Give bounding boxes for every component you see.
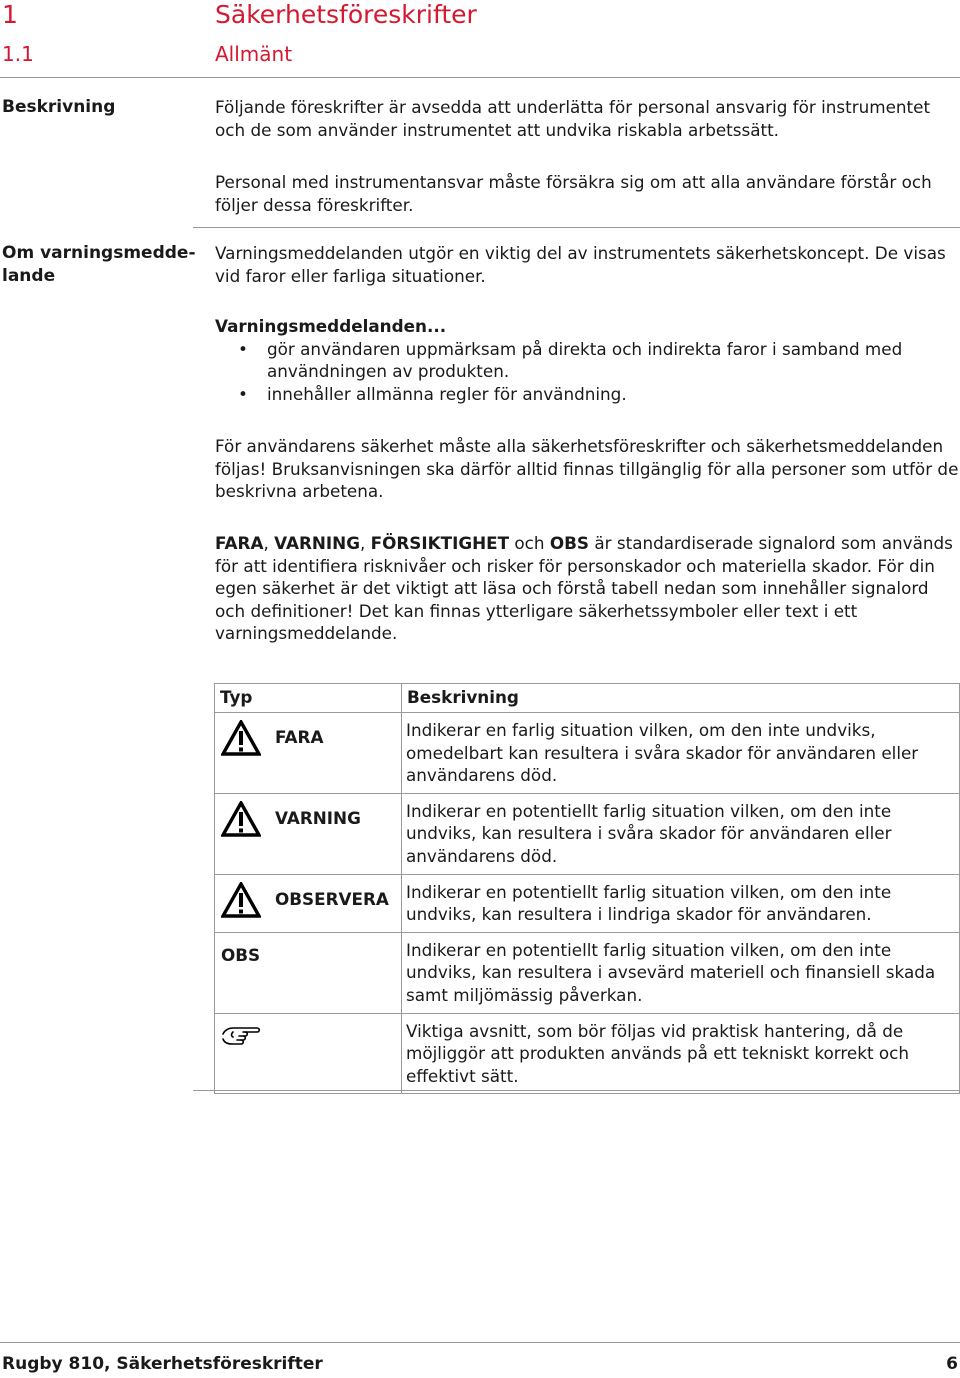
type-description: Indikerar en potentiellt farlig situation vilken, om den inte undviks, kan resultera i svåra skador för användaren eller användarens död. [402,793,960,874]
type-label: FARA [275,727,324,747]
side-label-om-varningsmeddelande [2,242,202,288]
section-rule [0,77,960,78]
subsection-rule [193,227,960,228]
type-label: OBSERVERA [275,888,389,909]
footer-title: Rugby 810, Säkerhetsföreskrifter [2,1354,323,1374]
signal-words-paragraph [215,532,960,645]
type-description: Indikerar en potentiellt farlig situation vilken, om den inte undviks, kan resultera i avsevärd materiell och finansiell skada samt miljömässig påverkan. [402,932,960,1013]
varning-paragraph-3: För användarens säkerhet måste alla säkerhetsföreskrifter och säkerhetsmeddelanden följas! Bruksanvisningen ska därför alltid finnas tillgänglig för alla personer som utför de beskrivna arbetena. [215,436,959,502]
beskrivning-paragraph-2: Personal med instrumentansvar måste försäkra sig om att alla användare förstår och följer dessa föreskrifter. [215,172,932,215]
type-label: VARNING [275,807,361,828]
table-row [215,713,960,794]
type-description: Viktiga avsnitt, som bör följas vid praktisk hantering, då de möjliggör att produkten används på ett tekniskt korrekt och effektivt sätt. [402,1013,960,1094]
footer-rule [0,1342,960,1343]
side-label-line-2: lande [2,266,56,286]
varning-list-block [215,315,960,405]
separator: , [359,533,371,553]
varning-list-heading: Varningsmeddelanden... [215,316,447,336]
section-title: Allmänt [215,42,293,66]
table-header-typ: Typ [215,684,402,713]
table-header-beskrivning: Beskrivning [402,684,960,713]
warning-triangle-icon [221,882,261,918]
warning-triangle-icon [221,801,261,837]
conjunction: och [509,533,550,553]
warning-triangle-icon [221,720,261,756]
table-row [215,932,960,1013]
separator: , [263,533,275,553]
signal-word-varning: VARNING [274,533,360,553]
signal-word-table [214,683,960,1094]
pointing-hand-icon [221,1023,263,1047]
side-label-beskrivning: Beskrivning [2,97,116,117]
type-description: Indikerar en farlig situation vilken, om den inte undviks, omedelbart kan resultera i svåra skador för användaren eller användarens död. [402,713,960,794]
beskrivning-paragraph-1: Följande föreskrifter är avsedda att underlätta för personal ansvarig för instrumentet och de som använder instrumentet att undvika riskabla arbetssätt. [215,97,931,140]
varning-paragraph-1: Varningsmeddelanden utgör en viktig del av instrumentets säkerhetskoncept. De visas vid faror eller farliga situationer. [215,243,946,286]
list-item: • innehåller allmänna regler för användning. [215,383,960,406]
type-label: OBS [221,944,261,965]
section-number: 1.1 [2,42,34,66]
chapter-title: Säkerhetsföreskrifter [215,0,477,29]
signal-word-forsiktighet: FÖRSIKTIGHET [370,533,510,553]
signal-words-rest: är standardiserade signalord som används för att identifiera risknivåer och risker för personskador och materiella skador. För din egen säkerhet är det viktigt att läsa och förstå tabell nedan som innehåller signalord och definitioner! Det kan finnas ytterligare säkerhetssymboler eller text i ett varningsmeddelande. [215,533,953,644]
table-row [215,874,960,932]
table-header-row [215,684,960,713]
signal-word-obs: OBS [549,533,590,553]
list-item: • gör användaren uppmärksam på direkta och indirekta faror i samband med användningen av produkten. [215,338,960,383]
signal-word-fara: FARA [215,533,264,553]
table-row [215,793,960,874]
subsection-end-rule [193,1090,960,1091]
page-number: 6 [946,1354,958,1374]
chapter-number: 1 [2,0,18,29]
table-row [215,1013,960,1094]
type-description: Indikerar en potentiellt farlig situation vilken, om den inte undviks, kan resultera i lindriga skador för användaren. [402,874,960,932]
side-label-line-1: Om varningsmedde- [2,243,196,263]
varning-bullet-list [215,338,960,406]
